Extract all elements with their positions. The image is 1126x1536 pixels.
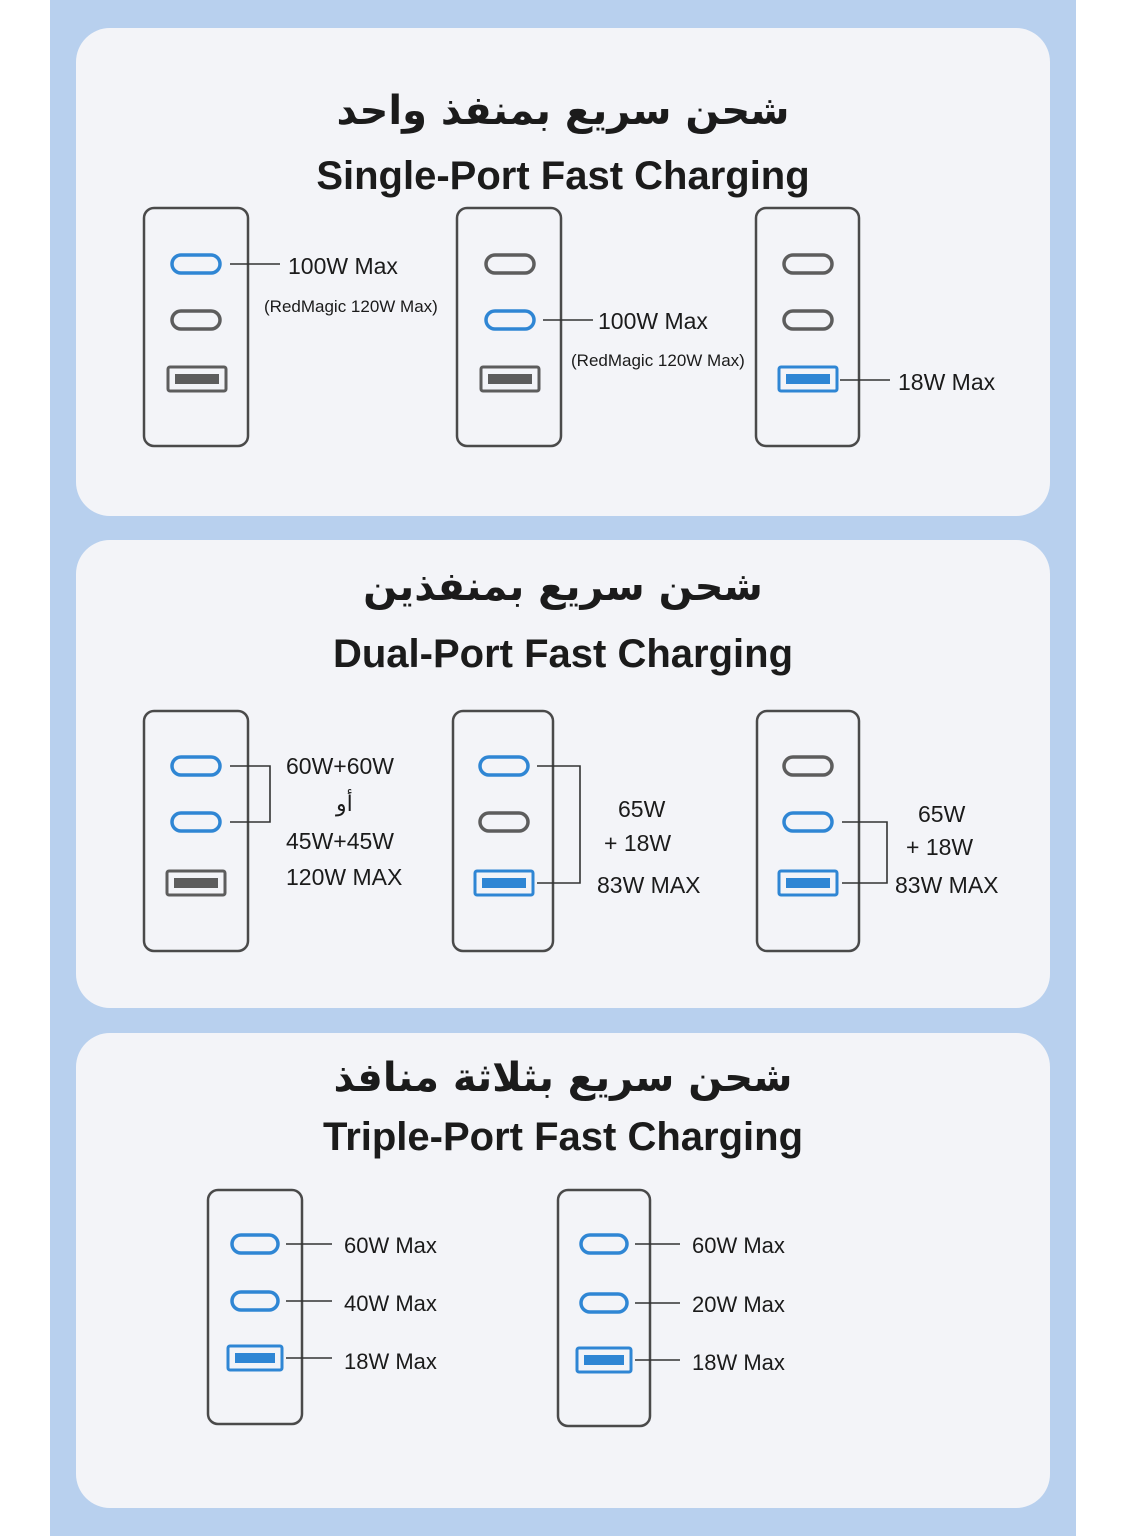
section-title-arabic: شحن سريع بثلاثة منافذ: [333, 1055, 793, 1101]
usb-a-tongue-icon: [175, 374, 219, 384]
usb-a-tongue-icon: [488, 374, 532, 384]
port-sublabel: (RedMagic 120W Max): [264, 297, 438, 316]
port-label: 60W Max: [692, 1233, 785, 1258]
port-label: 18W Max: [344, 1349, 437, 1374]
charger-body: [457, 208, 561, 446]
port-label: 45W+45W: [286, 828, 395, 854]
charger-body: [208, 1190, 302, 1424]
charger-body: [558, 1190, 650, 1426]
port-label: 18W Max: [898, 369, 996, 395]
port-label: 83W MAX: [597, 872, 701, 898]
charger-diagram: [756, 208, 996, 446]
charger-body: [756, 208, 859, 446]
usb-a-tongue-icon: [584, 1355, 624, 1365]
charger-diagram: [144, 208, 438, 446]
port-label: + 18W: [604, 830, 672, 856]
port-label: 100W Max: [598, 308, 708, 334]
port-label: أو: [336, 792, 353, 817]
usb-a-tongue-icon: [786, 374, 830, 384]
port-label: 65W: [918, 801, 966, 827]
charger-diagram: [144, 711, 402, 951]
usb-a-tongue-icon: [235, 1353, 275, 1363]
port-label: + 18W: [906, 834, 974, 860]
usb-a-tongue-icon: [482, 878, 526, 888]
section-title-english: Triple-Port Fast Charging: [322, 1115, 804, 1159]
port-label: 40W Max: [344, 1291, 437, 1316]
port-label: 83W MAX: [895, 872, 999, 898]
section-title-arabic: شحن سريع بمنفذ واحد: [336, 88, 790, 134]
port-label: 60W Max: [344, 1233, 437, 1258]
charger-diagram: [208, 1190, 437, 1424]
charger-diagram: [558, 1190, 785, 1426]
port-label: 60W+60W: [286, 753, 395, 779]
port-label: 18W Max: [692, 1350, 785, 1375]
section-title-arabic: شحن سريع بمنفذين: [363, 564, 763, 610]
section-title-english: Dual-Port Fast Charging: [332, 632, 794, 676]
port-sublabel: (RedMagic 120W Max): [571, 351, 745, 370]
charger-body: [144, 208, 248, 446]
usb-a-tongue-icon: [786, 878, 830, 888]
charger-diagram: [457, 208, 745, 446]
port-label: 100W Max: [288, 253, 398, 279]
section-title-english: Single-Port Fast Charging: [316, 154, 810, 198]
usb-a-tongue-icon: [174, 878, 218, 888]
port-label: 20W Max: [692, 1292, 785, 1317]
port-label: 120W MAX: [286, 864, 403, 890]
port-label: 65W: [618, 796, 666, 822]
charger-diagram: [453, 711, 701, 951]
charger-diagram: [757, 711, 999, 951]
